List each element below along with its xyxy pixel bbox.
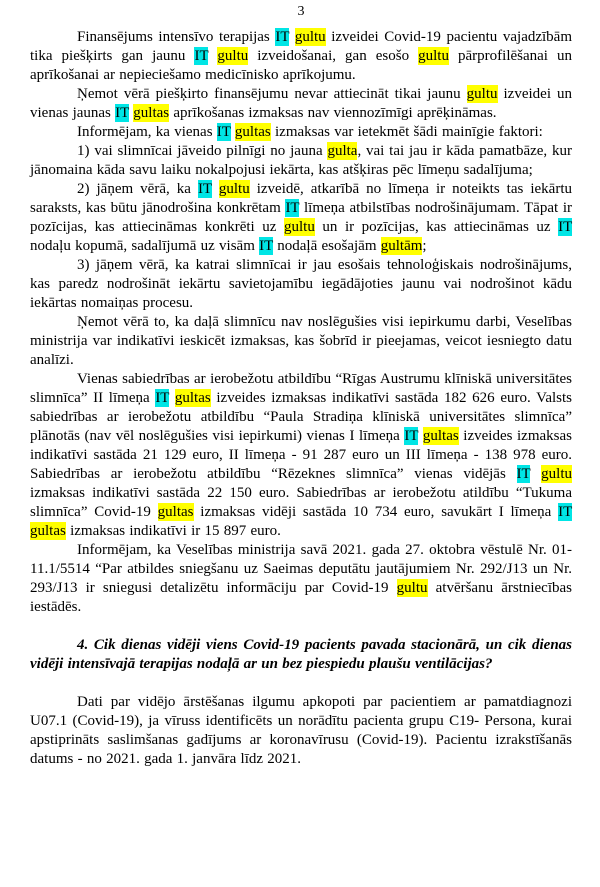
paragraph — [30, 313, 572, 370]
text-run: izveidei un vienas jaunas — [30, 86, 573, 121]
text-run: izveidošanai, gan esošo — [248, 48, 419, 64]
gult-search-term-highlight: gultas — [234, 124, 271, 140]
text-run: Informējam, ka vienas — [77, 124, 217, 140]
text-run: nodaļā esošajām — [273, 238, 381, 254]
text-run: pārprofilēšanai un aprīkošanai ar nepieciešamo medicīnisko aprīkojumu. — [30, 48, 573, 83]
text-run — [212, 181, 219, 197]
paragraph — [30, 541, 572, 617]
it-search-term-highlight: IT — [197, 181, 212, 197]
it-search-term-highlight: IT — [558, 504, 572, 520]
it-search-term-highlight: IT — [216, 124, 231, 140]
it-search-term-highlight: IT — [285, 200, 300, 216]
text-run: Ņemot vērā to, ka daļā slimnīcu nav noslēgušies visi iepirkumu darbi, Veselības ministrija var indikatīvi ieskicēt izmaksas, kas šobrīd ir pieejamas, veicot iesniegto datu analīzi. — [30, 314, 572, 368]
it-search-term-highlight: IT — [516, 466, 531, 482]
text-run: izmaksas var ietekmēt šādi mainīgie faktori: — [270, 124, 543, 140]
text-run: Ņemot vērā piešķirto finansējumu nevar attiecināt tikai jaunu — [77, 86, 467, 102]
text-run: 4. Cik dienas vidēji viens Covid-19 pacients pavada stacionārā, un cik dienas vidēji intensīvajā terapijas nodaļā ar un bez piespiedu plaušu ventilācijas? — [30, 637, 572, 672]
text-run — [289, 29, 295, 45]
text-run: Dati par vidējo ārstēšanas ilgumu apkopoti par pacientiem ar pamatdiagnozi U07.1 (Covid-19), ja vīruss identificēts un norādītu pacienta grupu C19- Persona, kurai apstiprināts saslimšanas gadījums ar koronavīrusu (Covid-19). Pacientu izrakstīšanās datums - no 2021. gada 1. janvāra līdz 2021. — [30, 694, 572, 767]
gult-search-term-highlight: gultas — [30, 523, 66, 539]
gult-search-term-highlight: gultas — [422, 428, 459, 444]
paragraph — [30, 370, 572, 541]
it-search-term-highlight: IT — [259, 238, 274, 254]
text-run: līmeņa atbilstības nodrošinājumam. Tāpat ir pozīcijas, kas attiecināmas konkrēti uz — [30, 200, 572, 235]
text-run: Vienas sabiedrības ar ierobežotu atbildību “Rīgas Austrumu klīniskā universitātes slimnīca” II līmeņa — [30, 371, 572, 406]
it-search-term-highlight: IT — [404, 428, 419, 444]
text-run: izveidei Covid-19 pacientu vajadzībām tika piešķirts gan jaunu — [30, 29, 573, 64]
text-run: aprīkošanas izmaksas nav viennozīmīgi aprēķināmas. — [169, 105, 497, 121]
paragraph — [30, 693, 572, 769]
text-run: 2) jāņem vērā, ka — [77, 181, 198, 197]
text-run — [530, 466, 541, 482]
text-run: izveidē, atkarībā no līmeņa ir noteikts tas iekārtu saraksts, kas būtu jānodrošina konkrētam — [30, 181, 572, 216]
gult-search-term-highlight: gultu — [283, 219, 315, 235]
paragraph — [30, 256, 572, 313]
gult-search-term-highlight: gultu — [396, 580, 428, 596]
text-run: Informējam, ka Veselības ministrija savā 2021. gada 27. oktobra vēstulē Nr. 01-11.1/5514 “Par atbildes sniegšanu uz Saeimas deputātu jautājumiem Nr. 292/J13 un Nr. 293/J13 ir sniegusi detalizētu informāciju par Covid-19 — [30, 542, 572, 596]
paragraph — [30, 28, 572, 85]
gult-search-term-highlight: gultu — [418, 48, 449, 64]
it-search-term-highlight: IT — [194, 48, 209, 64]
text-run: izmaksas vidēji sastāda 10 734 euro, savukārt I līmeņa — [193, 504, 559, 520]
gult-search-term-highlight: gultu — [218, 181, 250, 197]
it-search-term-highlight: IT — [115, 105, 130, 121]
gult-search-term-highlight: gultu — [217, 48, 249, 64]
text-run: izveides izmaksas indikatīvi sastāda 21 129 euro, II līmeņa - 91 287 euro un III līmeņa - 138 978 euro. Sabiedrības ar ierobežotu atbildību “Rēzeknes slimnīca” vienas vidējās — [30, 428, 572, 482]
text-run: izveides izmaksas indikatīvi sastāda 182 626 euro. Valsts sabiedrības ar ierobežotu atbildību “Paula Stradiņa klīniskā universitātes slimnīca” plānotās (nav vēl noslēgušies visi iepirkumi) vienas I līmeņa — [30, 390, 572, 444]
text-run: atvēršanu ārstniecības iestādēs. — [30, 580, 573, 615]
gult-search-term-highlight: gultas — [174, 390, 211, 406]
gult-search-term-highlight: gultas — [157, 504, 194, 520]
text-run: 1) vai slimnīcai jāveido pilnīgi no jauna — [77, 143, 328, 159]
gult-search-term-highlight: gultām — [380, 238, 423, 254]
text-run: izmaksas indikatīvi sastāda 22 150 euro. Sabiedrības ar ierobežotu atildību “Tukuma slimnīca” Covid-19 — [30, 485, 572, 520]
it-search-term-highlight: IT — [155, 390, 170, 406]
text-run: 3) jāņem vērā, ka katrai slimnīcai ir jau esošais tehnoloģiskais nodrošinājums, kas paredz nodrošināt iekārtu savietojamību iegādājoties jaunu vai nodrošinot kādu iekārtas nomaiņas procesu. — [30, 257, 572, 311]
paragraph — [30, 180, 572, 256]
paragraph — [30, 85, 572, 123]
paragraph — [30, 142, 572, 180]
gult-search-term-highlight: gultu — [541, 466, 573, 482]
text-run: un ir pozīcijas, kas attiecināmas uz — [314, 219, 559, 235]
it-search-term-highlight: IT — [275, 29, 290, 45]
gult-search-term-highlight: gulta — [327, 143, 358, 159]
gult-search-term-highlight: gultu — [294, 29, 326, 45]
it-search-term-highlight: IT — [558, 219, 572, 235]
gult-search-term-highlight: gultu — [466, 86, 498, 102]
document-body — [30, 28, 572, 769]
text-run: izmaksas indikatīvi ir 15 897 euro. — [65, 523, 281, 539]
text-run: , vai tai jau ir kāda pamatbāze, kur jānomaina kāda savu laiku nokalpojusi iekārta, kas atšķiras pēc līmeņu sadalījuma; — [30, 143, 572, 178]
text-run: nodaļu kopumā, sadalījumā uz visām — [30, 238, 260, 254]
text-run: ; — [422, 238, 427, 254]
text-run: Finansējums intensīvo terapijas — [77, 29, 276, 45]
paragraph — [30, 636, 572, 674]
page-number: 3 — [297, 4, 305, 19]
paragraph — [30, 123, 572, 142]
gult-search-term-highlight: gultas — [133, 105, 170, 121]
